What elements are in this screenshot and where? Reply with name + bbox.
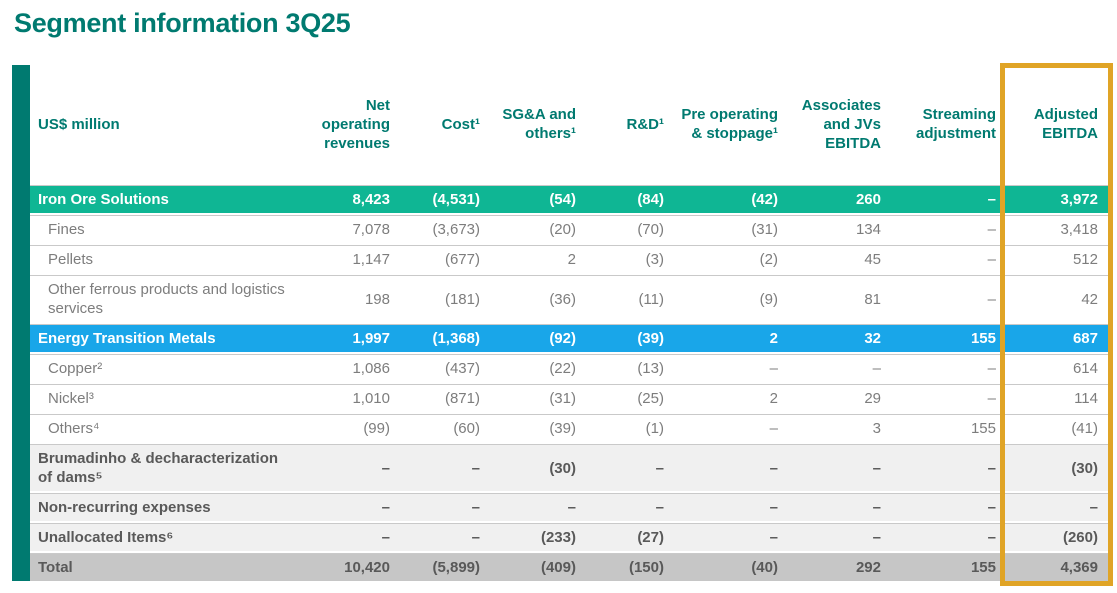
table-row xyxy=(30,384,1110,412)
cell-value: – xyxy=(987,529,996,546)
unit-label: US$ million xyxy=(38,115,120,133)
cell-value: (5,899) xyxy=(432,559,480,576)
table-row xyxy=(30,215,1110,243)
cell-value: – xyxy=(872,459,881,477)
cell-value: 3,418 xyxy=(1060,221,1098,238)
segment-table xyxy=(30,65,1110,581)
cell-value: 1,997 xyxy=(352,330,390,347)
cell-value: – xyxy=(769,529,778,546)
column-header: Net operating revenues xyxy=(321,96,390,152)
table-row xyxy=(30,444,1110,491)
row-label: Others⁴ xyxy=(48,420,100,437)
cell-value: – xyxy=(471,529,480,546)
cell-value: (13) xyxy=(637,360,664,377)
cell-value: (40) xyxy=(751,559,778,576)
cell-value: (409) xyxy=(540,559,576,576)
table-row xyxy=(30,275,1110,322)
cell-value: – xyxy=(987,221,996,238)
cell-value: 4,369 xyxy=(1060,559,1098,576)
row-label: Energy Transition Metals xyxy=(38,330,216,347)
row-label: Nickel³ xyxy=(48,390,94,407)
cell-value: (25) xyxy=(637,390,664,407)
cell-value: 155 xyxy=(970,330,996,347)
cell-value: (31) xyxy=(549,390,576,407)
cell-value: 81 xyxy=(864,290,881,308)
column-header: Streaming adjustment xyxy=(915,106,996,142)
cell-value: 7,078 xyxy=(352,221,390,238)
cell-value: (30) xyxy=(549,459,576,477)
cell-value: 260 xyxy=(855,191,881,208)
cell-value: (42) xyxy=(751,191,778,208)
cell-value: – xyxy=(987,290,996,308)
cell-value: (31) xyxy=(751,221,778,238)
row-label: Unallocated Items⁶ xyxy=(38,529,174,546)
cell-value: 687 xyxy=(1072,330,1098,347)
cell-value: 3,972 xyxy=(1060,191,1098,208)
cell-value: (70) xyxy=(637,221,664,238)
cell-value: 134 xyxy=(855,221,881,238)
table-row xyxy=(30,523,1110,551)
cell-value: (260) xyxy=(1062,529,1098,546)
table-row xyxy=(30,245,1110,273)
cell-value: 45 xyxy=(864,251,881,268)
row-label: Brumadinho & decharacterization of dams⁵ xyxy=(38,450,279,486)
cell-value: (54) xyxy=(549,191,576,208)
row-label: Copper² xyxy=(48,360,103,377)
column-header: R&D¹ xyxy=(626,115,664,133)
table-row xyxy=(30,493,1110,521)
cell-value: (92) xyxy=(549,330,576,347)
cell-value: (39) xyxy=(549,420,576,437)
cell-value: (3) xyxy=(645,251,664,268)
cell-value: – xyxy=(381,459,390,477)
cell-value: – xyxy=(1089,499,1098,516)
cell-value: 29 xyxy=(864,390,881,407)
cell-value: – xyxy=(567,499,576,516)
cell-value: 32 xyxy=(864,330,881,347)
cell-value: (233) xyxy=(540,529,576,546)
cell-value: 2 xyxy=(567,251,576,268)
cell-value: (2) xyxy=(759,251,778,268)
table-row xyxy=(30,414,1110,442)
cell-value: 1,086 xyxy=(352,360,390,377)
cell-value: (99) xyxy=(363,420,390,437)
cell-value: – xyxy=(987,499,996,516)
cell-value: (1) xyxy=(645,420,664,437)
cell-value: 2 xyxy=(769,330,778,347)
cell-value: – xyxy=(381,499,390,516)
column-header: Associates and JVs EBITDA xyxy=(801,96,881,152)
row-label: Pellets xyxy=(48,251,94,268)
cell-value: (181) xyxy=(444,290,480,308)
cell-value: 1,010 xyxy=(352,390,390,407)
cell-value: 1,147 xyxy=(352,251,390,268)
cell-value: – xyxy=(872,499,881,516)
cell-value: – xyxy=(987,390,996,407)
cell-value: (20) xyxy=(549,221,576,238)
cell-value: 614 xyxy=(1072,360,1098,377)
cell-value: (11) xyxy=(638,290,664,308)
cell-value: (871) xyxy=(444,390,480,407)
row-label: Non-recurring expenses xyxy=(38,499,211,516)
cell-value: 10,420 xyxy=(344,559,390,576)
cell-value: (27) xyxy=(637,529,664,546)
cell-value: (36) xyxy=(549,290,576,308)
cell-value: 292 xyxy=(855,559,881,576)
header-row xyxy=(30,65,1110,183)
table-row xyxy=(30,185,1110,213)
cell-value: – xyxy=(769,499,778,516)
cell-value: – xyxy=(872,529,881,546)
row-label: Fines xyxy=(48,221,85,238)
table-row xyxy=(30,553,1110,581)
accent-bar xyxy=(12,65,30,581)
cell-value: – xyxy=(655,459,664,477)
cell-value: (1,368) xyxy=(432,330,480,347)
cell-value: 114 xyxy=(1074,390,1098,407)
cell-value: 512 xyxy=(1072,251,1098,268)
cell-value: 198 xyxy=(364,290,390,308)
cell-value: 3 xyxy=(872,420,881,437)
table-row xyxy=(30,354,1110,382)
cell-value: (677) xyxy=(444,251,480,268)
column-header: Cost¹ xyxy=(441,115,480,133)
cell-value: – xyxy=(655,499,664,516)
cell-value: – xyxy=(987,251,996,268)
cell-value: (4,531) xyxy=(432,191,480,208)
row-label: Other ferrous products and logistics services xyxy=(48,281,285,317)
column-header: SG&A and others¹ xyxy=(502,106,576,142)
cell-value: – xyxy=(769,459,778,477)
cell-value: (22) xyxy=(549,360,576,377)
page-title: Segment information 3Q25 xyxy=(14,8,351,38)
row-label: Iron Ore Solutions xyxy=(38,191,169,208)
row-label: Total xyxy=(38,559,73,576)
cell-value: 155 xyxy=(970,420,996,437)
cell-value: (41) xyxy=(1071,420,1098,437)
cell-value: 2 xyxy=(769,390,778,407)
cell-value: (9) xyxy=(759,290,778,308)
cell-value: – xyxy=(769,360,778,377)
cell-value: 155 xyxy=(970,559,996,576)
cell-value: 42 xyxy=(1081,290,1098,308)
column-header: Adjusted EBITDA xyxy=(1033,106,1098,142)
cell-value: – xyxy=(471,499,480,516)
cell-value: (150) xyxy=(628,559,664,576)
cell-value: – xyxy=(872,360,881,377)
cell-value: (437) xyxy=(444,360,480,377)
cell-value: (3,673) xyxy=(432,221,480,238)
cell-value: – xyxy=(987,459,996,477)
cell-value: (39) xyxy=(637,330,664,347)
cell-value: – xyxy=(987,191,996,208)
cell-value: – xyxy=(987,360,996,377)
table-row xyxy=(30,324,1110,352)
cell-value: – xyxy=(381,529,390,546)
cell-value: – xyxy=(471,459,480,477)
column-header: Pre operating & stoppage¹ xyxy=(681,106,778,142)
cell-value: (84) xyxy=(637,191,664,208)
cell-value: 8,423 xyxy=(352,191,390,208)
cell-value: – xyxy=(769,420,778,437)
cell-value: (60) xyxy=(453,420,480,437)
cell-value: (30) xyxy=(1071,459,1098,477)
